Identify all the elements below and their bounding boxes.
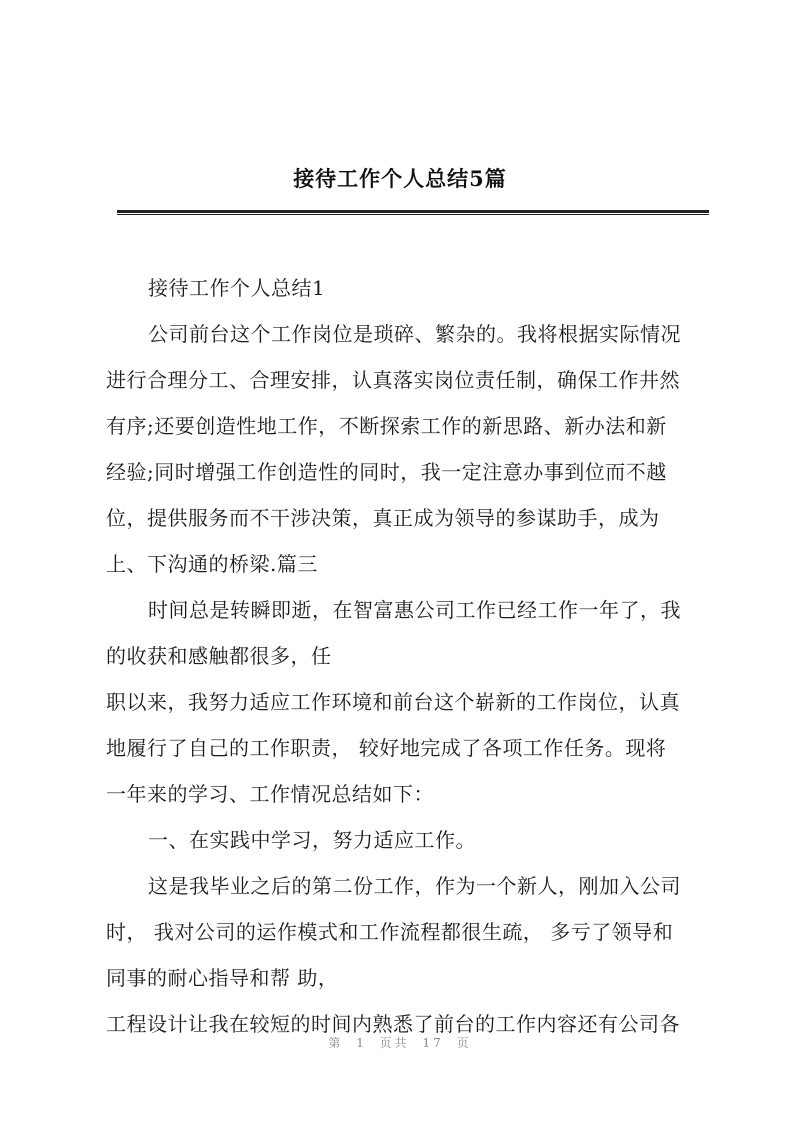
footer-current-page: 1 <box>356 1036 367 1050</box>
text-line: 一、在实践中学习，努力适应工作。 <box>148 828 476 852</box>
text-line: 经验;同时增强工作创造性的同时，我一定注意办事到位而不越 <box>106 460 667 484</box>
text-line: 地履行了自己的工作职责， 较好地完成了各项工作任务。现将 <box>106 736 667 760</box>
document-body <box>106 265 712 1047</box>
text-line: 接待工作个人总结1 <box>148 276 326 300</box>
page-footer <box>0 1034 800 1051</box>
footer-middle: 页共 <box>379 1036 410 1050</box>
text-line: 上、下沟通的桥梁.篇三 <box>106 552 318 576</box>
text-line: 有序;还要创造性地工作，不断探索工作的新思路、新办法和新 <box>106 414 667 438</box>
footer-suffix: 页 <box>456 1036 472 1050</box>
text-line: 的收获和感触都很多，任 <box>106 644 332 668</box>
text-line: 同事的耐心指导和帮 助， <box>106 966 339 990</box>
title-divider <box>117 210 709 215</box>
document-title: 接待工作个人总结5篇 <box>293 166 507 191</box>
text-line: 进行合理分工、合理安排，认真落实岗位责任制，确保工作井然 <box>106 368 680 392</box>
text-line: 职以来，我努力适应工作环境和前台这个崭新的工作岗位，认真 <box>106 690 680 714</box>
text-line: 时间总是转瞬即逝，在智富惠公司工作已经工作一年了，我 <box>148 598 681 622</box>
footer-total-pages: 17 <box>422 1036 444 1050</box>
text-line: 公司前台这个工作岗位是琐碎、繁杂的。我将根据实际情况 <box>148 322 681 346</box>
text-line: 位，提供服务而不干涉决策，真正成为领导的参谋助手，成为 <box>106 506 660 530</box>
footer-prefix: 第 <box>328 1036 344 1050</box>
text-line: 这是我毕业之后的第二份工作，作为一个新人，刚加入公司 <box>148 874 681 898</box>
text-line: 时， 我对公司的运作模式和工作流程都很生疏， 多亏了领导和 <box>106 920 674 944</box>
text-line: 工程设计让我在较短的时间内熟悉了前台的工作内容还有公司各 <box>106 1012 680 1036</box>
text-line: 一年来的学习、工作情况总结如下： <box>106 782 434 806</box>
